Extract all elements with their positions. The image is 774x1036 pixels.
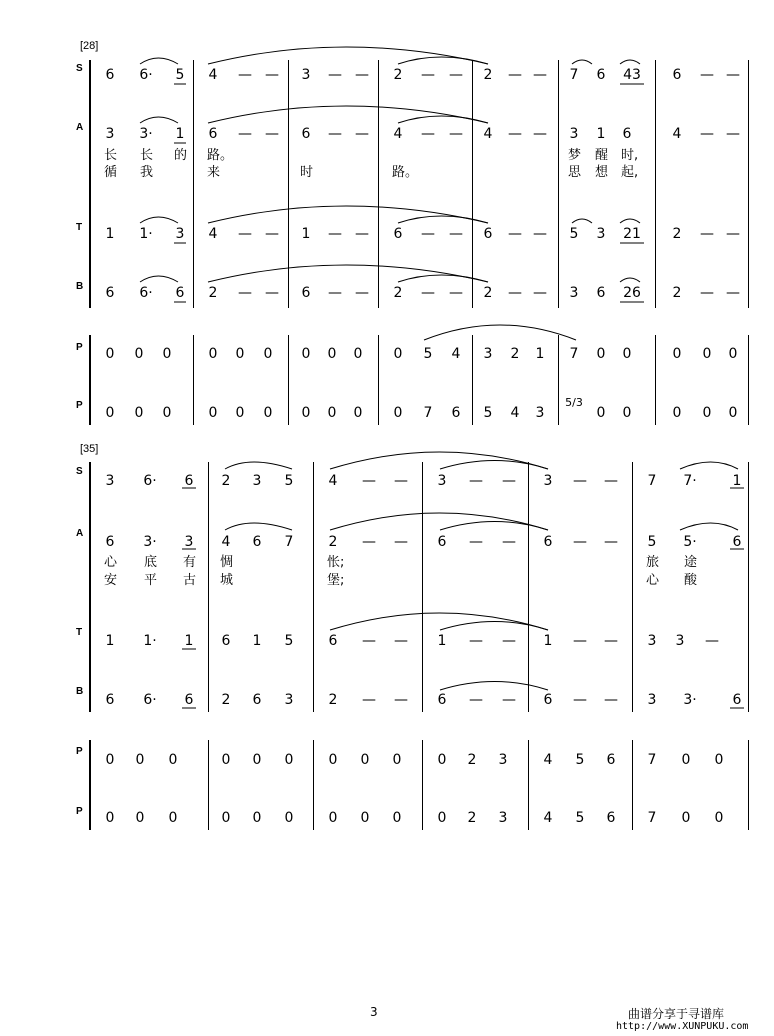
note: — <box>726 285 740 301</box>
note: 2 <box>328 692 338 708</box>
note: 2 <box>221 692 231 708</box>
note: — <box>421 226 435 242</box>
note: 1 <box>252 633 262 649</box>
note: 6 <box>672 67 682 83</box>
lyric: 有 <box>183 555 197 570</box>
note: 4 <box>328 473 338 489</box>
note: — <box>265 285 279 301</box>
note: 6 <box>252 692 262 708</box>
note: — <box>502 534 516 550</box>
note: 0 <box>235 405 245 421</box>
note: 4 <box>221 534 231 550</box>
note: — <box>726 226 740 242</box>
lyric: 平 <box>144 573 158 588</box>
lyric: 想 <box>595 165 609 180</box>
note: 0 <box>672 405 682 421</box>
note: 4 <box>208 226 218 242</box>
note: 3 <box>483 346 493 362</box>
note: — <box>573 692 587 708</box>
note: 5 <box>483 405 493 421</box>
note: — <box>508 226 522 242</box>
note: 4 <box>483 126 493 142</box>
note: 0 <box>714 752 724 768</box>
lyric: 底 <box>144 555 158 570</box>
note: 6 <box>732 692 742 708</box>
note: 5 <box>284 633 294 649</box>
note: 1 <box>105 226 115 242</box>
note: 1· <box>139 226 153 242</box>
note: 6 <box>252 534 262 550</box>
note: 0 <box>208 405 218 421</box>
page-number: 3 <box>370 1005 378 1019</box>
note: — <box>355 67 369 83</box>
note: 3 <box>301 67 311 83</box>
note: 0 <box>392 810 402 826</box>
note: 3 <box>437 473 447 489</box>
note: — <box>508 126 522 142</box>
note: 5 <box>575 810 585 826</box>
note: — <box>449 67 463 83</box>
note: 7 <box>647 752 657 768</box>
note: — <box>604 473 618 489</box>
note: 6 <box>732 534 742 550</box>
note: 6 <box>105 67 115 83</box>
note: 0 <box>208 346 218 362</box>
note: — <box>355 126 369 142</box>
note: 0 <box>702 405 712 421</box>
note: — <box>362 633 376 649</box>
lyric: 心 <box>646 573 660 588</box>
note: — <box>700 67 714 83</box>
note: 3 <box>675 633 685 649</box>
measure-number: [28] <box>80 40 99 52</box>
note: — <box>328 126 342 142</box>
note: 3 <box>543 473 553 489</box>
lyric: 梦 <box>568 148 582 163</box>
note: 0 <box>134 405 144 421</box>
note: 0 <box>105 346 115 362</box>
lyric: 途 <box>684 555 698 570</box>
note: 0 <box>135 810 145 826</box>
note: 2 <box>483 285 493 301</box>
note: — <box>238 126 252 142</box>
note: 3· <box>139 126 153 142</box>
part-label-p2: P <box>76 400 83 411</box>
note: — <box>362 473 376 489</box>
note: 6 <box>596 285 606 301</box>
note: 6 <box>328 633 338 649</box>
note: — <box>508 67 522 83</box>
note: 4 <box>208 67 218 83</box>
note: — <box>355 226 369 242</box>
note: 0 <box>360 810 370 826</box>
note: 1 <box>535 346 545 362</box>
note: 1 <box>105 633 115 649</box>
note: — <box>705 633 719 649</box>
note: 2 <box>510 346 520 362</box>
note: — <box>265 126 279 142</box>
note: — <box>604 633 618 649</box>
note: 6 <box>184 473 194 489</box>
note: 4 <box>451 346 461 362</box>
note: 6 <box>105 692 115 708</box>
note: 3 <box>569 126 579 142</box>
note: 3 <box>184 534 194 550</box>
note: 4 <box>393 126 403 142</box>
note: 6· <box>143 473 157 489</box>
note: — <box>238 226 252 242</box>
note: 3 <box>284 692 294 708</box>
note: 0 <box>105 810 115 826</box>
note: 0 <box>252 752 262 768</box>
note: — <box>362 692 376 708</box>
note: 0 <box>327 405 337 421</box>
note: 0 <box>328 810 338 826</box>
note: 3· <box>143 534 157 550</box>
note: 0 <box>301 346 311 362</box>
note: 5 <box>284 473 294 489</box>
part-label-s: S <box>76 63 83 74</box>
lyric: 来 <box>207 165 221 180</box>
note: — <box>533 126 547 142</box>
note: 4 <box>543 752 553 768</box>
note: 3 <box>569 285 579 301</box>
note: — <box>533 226 547 242</box>
note: 7· <box>683 473 697 489</box>
note: 2 <box>483 67 493 83</box>
note: — <box>421 285 435 301</box>
note: 0 <box>168 810 178 826</box>
note: 2 <box>221 473 231 489</box>
note: 6 <box>221 633 231 649</box>
note: 1 <box>175 126 185 142</box>
note: — <box>265 67 279 83</box>
note: 0 <box>301 405 311 421</box>
note: 6· <box>139 67 153 83</box>
note: 0 <box>162 405 172 421</box>
note: — <box>508 285 522 301</box>
note: 6 <box>596 67 606 83</box>
note: 3 <box>647 692 657 708</box>
note: 6 <box>208 126 218 142</box>
part-label-a: A <box>76 122 84 133</box>
lyric: 时 <box>300 165 314 180</box>
note: 1· <box>143 633 157 649</box>
note: — <box>328 285 342 301</box>
credit-text: 曲谱分享于寻谱库 <box>628 1007 725 1021</box>
note: 1 <box>301 226 311 242</box>
note: 6 <box>483 226 493 242</box>
lyric: 怅; <box>327 555 345 570</box>
note: 1 <box>184 633 194 649</box>
note: — <box>502 473 516 489</box>
note: — <box>469 633 483 649</box>
lyric: 惆 <box>220 555 234 570</box>
note: 5 <box>175 67 185 83</box>
note: — <box>328 226 342 242</box>
note: 6 <box>606 752 616 768</box>
note: — <box>328 67 342 83</box>
note: 6 <box>543 692 553 708</box>
note: 0 <box>328 752 338 768</box>
note: — <box>362 534 376 550</box>
note: 0 <box>327 346 337 362</box>
note: 6 <box>105 534 115 550</box>
note: 3 <box>105 473 115 489</box>
note: 0 <box>714 810 724 826</box>
note: 2 <box>672 285 682 301</box>
note: 5 <box>647 534 657 550</box>
lyric: 的 <box>174 148 188 163</box>
note: — <box>469 692 483 708</box>
note: 3 <box>175 226 185 242</box>
part-label-p2: P <box>76 806 83 817</box>
note: 6 <box>184 692 194 708</box>
note: 0 <box>596 346 606 362</box>
note: 6 <box>175 285 185 301</box>
measure-number: [35] <box>80 443 99 455</box>
note: 0 <box>162 346 172 362</box>
lyric: 起, <box>621 165 639 180</box>
note: 2 <box>467 752 477 768</box>
note: 7 <box>647 473 657 489</box>
note: 6 <box>622 126 632 142</box>
note: 6 <box>437 692 447 708</box>
note: 0 <box>728 346 738 362</box>
note: 0 <box>284 810 294 826</box>
note: — <box>469 473 483 489</box>
note: — <box>449 285 463 301</box>
note: 1 <box>543 633 553 649</box>
lyric: 长 <box>140 148 154 163</box>
note: 3 <box>647 633 657 649</box>
note: — <box>238 67 252 83</box>
note: 0 <box>252 810 262 826</box>
note: 0 <box>596 405 606 421</box>
note: — <box>394 473 408 489</box>
note: 7 <box>423 405 433 421</box>
note: 0 <box>681 752 691 768</box>
note: 5 <box>423 346 433 362</box>
note: — <box>726 67 740 83</box>
part-label-t: T <box>76 222 83 233</box>
note: — <box>238 285 252 301</box>
note: 6 <box>105 285 115 301</box>
note: — <box>421 126 435 142</box>
note: 0 <box>284 752 294 768</box>
note: — <box>394 534 408 550</box>
note: 6 <box>543 534 553 550</box>
note-chord: 5/3 <box>565 396 583 409</box>
note: 3 <box>498 752 508 768</box>
note: — <box>355 285 369 301</box>
part-label-p1: P <box>76 746 83 757</box>
note: — <box>421 67 435 83</box>
note: — <box>573 473 587 489</box>
note: — <box>502 633 516 649</box>
note: — <box>700 226 714 242</box>
note: 0 <box>393 405 403 421</box>
note: 0 <box>437 752 447 768</box>
note: 5 <box>575 752 585 768</box>
note: 0 <box>702 346 712 362</box>
url-text[interactable]: http://www.XUNPUKU.com <box>616 1021 749 1032</box>
note: 2 <box>328 534 338 550</box>
part-label-b: B <box>76 281 84 292</box>
note: 3 <box>105 126 115 142</box>
note: 7 <box>569 346 579 362</box>
part-label-p1: P <box>76 342 83 353</box>
note: — <box>573 633 587 649</box>
note: 5 <box>569 226 579 242</box>
note: 0 <box>360 752 370 768</box>
note: 2 <box>393 285 403 301</box>
note: 3 <box>252 473 262 489</box>
part-label-b: B <box>76 686 84 697</box>
note: 6 <box>301 126 311 142</box>
lyric: 路。 <box>392 165 419 180</box>
note: 0 <box>105 752 115 768</box>
lyric: 路。 <box>207 148 234 163</box>
lyric: 时, <box>621 148 639 163</box>
note: 6 <box>437 534 447 550</box>
note: 7 <box>647 810 657 826</box>
note: 0 <box>263 405 273 421</box>
note: 2 <box>393 67 403 83</box>
note: 0 <box>105 405 115 421</box>
note: — <box>469 534 483 550</box>
note: — <box>726 126 740 142</box>
note: 0 <box>437 810 447 826</box>
lyric: 循 <box>104 165 118 180</box>
note: — <box>700 285 714 301</box>
note: 0 <box>221 752 231 768</box>
note: 0 <box>135 752 145 768</box>
note: 0 <box>622 346 632 362</box>
note: 4 <box>543 810 553 826</box>
note: 0 <box>134 346 144 362</box>
part-label-s: S <box>76 466 83 477</box>
note: — <box>533 285 547 301</box>
note: 21 <box>623 226 641 242</box>
note: — <box>449 226 463 242</box>
note: 0 <box>221 810 231 826</box>
note: 1 <box>596 126 606 142</box>
note: 43 <box>623 67 641 83</box>
lyric: 旅 <box>646 555 660 570</box>
note: 2 <box>672 226 682 242</box>
note: 6· <box>143 692 157 708</box>
note: 6 <box>301 285 311 301</box>
lyric: 城 <box>220 573 234 588</box>
note: 0 <box>168 752 178 768</box>
note: 6 <box>451 405 461 421</box>
lyric: 堡; <box>327 573 345 588</box>
note: 2 <box>467 810 477 826</box>
note: — <box>449 126 463 142</box>
note: 6 <box>393 226 403 242</box>
note: 7 <box>284 534 294 550</box>
lyric: 安 <box>104 573 118 588</box>
note: — <box>394 633 408 649</box>
note: 0 <box>728 405 738 421</box>
lyric: 思 <box>568 165 582 180</box>
note: — <box>394 692 408 708</box>
note: — <box>265 226 279 242</box>
lyric: 长 <box>104 148 118 163</box>
lyric: 醒 <box>595 148 609 163</box>
note: 0 <box>263 346 273 362</box>
note: 3· <box>683 692 697 708</box>
note: 1 <box>437 633 447 649</box>
note: 2 <box>208 285 218 301</box>
part-label-t: T <box>76 627 83 638</box>
note: 0 <box>393 346 403 362</box>
note: 0 <box>235 346 245 362</box>
note: 0 <box>681 810 691 826</box>
note: — <box>502 692 516 708</box>
note: 7 <box>569 67 579 83</box>
lyric: 酸 <box>684 573 698 588</box>
note: 0 <box>672 346 682 362</box>
lyric: 我 <box>140 165 154 180</box>
note: 5· <box>683 534 697 550</box>
note: 0 <box>353 405 363 421</box>
note: 3 <box>596 226 606 242</box>
lyric: 古 <box>183 573 197 588</box>
note: 6 <box>606 810 616 826</box>
note: 26 <box>623 285 641 301</box>
note: — <box>604 692 618 708</box>
note: — <box>604 534 618 550</box>
note: — <box>700 126 714 142</box>
note: — <box>533 67 547 83</box>
note: 6· <box>139 285 153 301</box>
note: 0 <box>392 752 402 768</box>
note: 0 <box>353 346 363 362</box>
part-label-a: A <box>76 528 84 539</box>
note: 3 <box>535 405 545 421</box>
note: 1 <box>732 473 742 489</box>
note: 4 <box>672 126 682 142</box>
note: 4 <box>510 405 520 421</box>
note: — <box>573 534 587 550</box>
lyric: 心 <box>104 555 118 570</box>
note: 3 <box>498 810 508 826</box>
note: 0 <box>622 405 632 421</box>
